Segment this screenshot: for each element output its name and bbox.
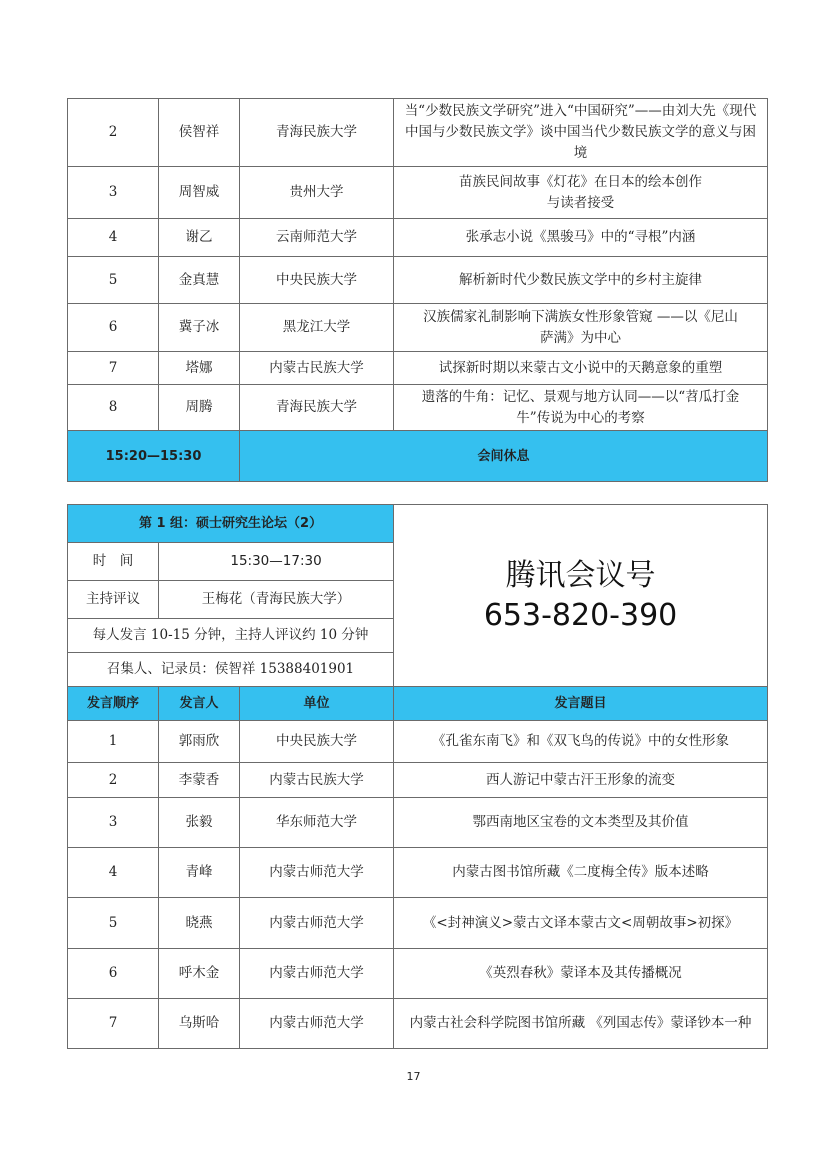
speaker-cell: 李蒙香 <box>159 763 240 798</box>
order-cell: 7 <box>68 352 159 385</box>
order-cell: 6 <box>68 304 159 352</box>
unit-cell: 中央民族大学 <box>240 257 394 304</box>
topic-cell: 西人游记中蒙古汗王形象的流变 <box>394 763 768 798</box>
break-label: 会间休息 <box>240 431 768 482</box>
order-cell: 7 <box>68 999 159 1049</box>
table-row <box>68 798 768 848</box>
topic-cell: 解析新时代少数民族文学中的乡村主旋律 <box>394 257 768 304</box>
page-number: 17 <box>406 1070 421 1083</box>
table-row <box>68 304 768 352</box>
speaker-cell: 周腾 <box>159 385 240 431</box>
unit-cell: 中央民族大学 <box>240 721 394 763</box>
unit-cell: 内蒙古民族大学 <box>240 352 394 385</box>
host-label: 主持评议 <box>68 581 159 619</box>
speaking-rule: 每人发言 10-15 分钟，主持人评议约 10 分钟 <box>68 619 394 653</box>
session-title: 第 1 组：硕士研究生论坛（2） <box>68 505 394 543</box>
topic-cell: 鄂西南地区宝卷的文本类型及其价值 <box>394 798 768 848</box>
meeting-id: 653-820-390 <box>483 597 678 633</box>
topic-cell: 内蒙古社会科学院图书馆所藏 《列国志传》蒙译钞本一种 <box>394 999 768 1049</box>
topic-cell: 苗族民间故事《灯花》在日本的绘本创作与读者接受 <box>394 167 768 219</box>
unit-cell: 青海民族大学 <box>240 385 394 431</box>
header-speaker: 发言人 <box>159 687 240 721</box>
schedule-table-session <box>67 504 768 1049</box>
order-cell: 1 <box>68 721 159 763</box>
topic-cell: 遗落的牛角：记忆、景观与地方认同——以“苕瓜打金牛”传说为中心的考察 <box>394 385 768 431</box>
speaker-cell: 青峰 <box>159 848 240 898</box>
table-row <box>68 763 768 798</box>
unit-cell: 华东师范大学 <box>240 798 394 848</box>
topic-cell: 《<封神演义>蒙古文译本蒙古文<周朝故事>初探》 <box>394 898 768 949</box>
schedule-table-top <box>67 98 768 482</box>
speaker-cell: 张毅 <box>159 798 240 848</box>
topic-cell: 张承志小说《黑骏马》中的“寻根”内涵 <box>394 219 768 257</box>
topic-cell: 《英烈春秋》蒙译本及其传播概况 <box>394 949 768 999</box>
meeting-title: 腾讯会议号 <box>505 557 656 593</box>
unit-cell: 内蒙古师范大学 <box>240 848 394 898</box>
order-cell: 8 <box>68 385 159 431</box>
header-topic: 发言题目 <box>394 687 768 721</box>
speaker-cell: 乌斯哈 <box>159 999 240 1049</box>
speaker-cell: 塔娜 <box>159 352 240 385</box>
order-cell: 3 <box>68 798 159 848</box>
speaker-cell: 金真慧 <box>159 257 240 304</box>
order-cell: 5 <box>68 257 159 304</box>
unit-cell: 青海民族大学 <box>240 99 394 167</box>
break-row <box>68 431 768 482</box>
unit-cell: 内蒙古师范大学 <box>240 999 394 1049</box>
header-order: 发言顺序 <box>68 687 159 721</box>
order-cell: 5 <box>68 898 159 949</box>
unit-cell: 黑龙江大学 <box>240 304 394 352</box>
unit-cell: 内蒙古民族大学 <box>240 763 394 798</box>
topic-cell: 试探新时期以来蒙古文小说中的天鹅意象的重塑 <box>394 352 768 385</box>
table-row <box>68 848 768 898</box>
speaker-cell: 侯智祥 <box>159 99 240 167</box>
table-header-row <box>68 687 768 721</box>
host-value: 王梅花（青海民族大学） <box>159 581 394 619</box>
order-cell: 6 <box>68 949 159 999</box>
order-cell: 3 <box>68 167 159 219</box>
header-unit: 单位 <box>240 687 394 721</box>
order-cell: 4 <box>68 848 159 898</box>
topic-cell: 当“少数民族文学研究”进入“中国研究”——由刘大先《现代中国与少数民族文学》谈中国当代少数民族文学的意义与困境 <box>394 99 768 167</box>
speaker-cell: 周智威 <box>159 167 240 219</box>
order-cell: 2 <box>68 763 159 798</box>
table-row <box>68 352 768 385</box>
unit-cell: 内蒙古师范大学 <box>240 898 394 949</box>
time-value: 15:30—17:30 <box>159 543 394 581</box>
table-row <box>68 949 768 999</box>
speaker-cell: 郭雨欣 <box>159 721 240 763</box>
table-row <box>68 257 768 304</box>
table-row <box>68 898 768 949</box>
order-cell: 4 <box>68 219 159 257</box>
table-row <box>68 385 768 431</box>
schedule-table-top-body <box>68 99 768 482</box>
topic-cell: 汉族儒家礼制影响下满族女性形象管窥 ——以《尼山萨满》为中心 <box>394 304 768 352</box>
unit-cell: 贵州大学 <box>240 167 394 219</box>
topic-cell: 《孔雀东南飞》和《双飞鸟的传说》中的女性形象 <box>394 721 768 763</box>
table-row <box>68 99 768 167</box>
speaker-cell: 呼木金 <box>159 949 240 999</box>
table-row <box>68 721 768 763</box>
session-title-row <box>68 505 768 543</box>
convener: 召集人、记录员：侯智祥 15388401901 <box>68 653 394 687</box>
topic-cell: 内蒙古图书馆所藏《二度梅全传》版本述略 <box>394 848 768 898</box>
unit-cell: 内蒙古师范大学 <box>240 949 394 999</box>
table-row <box>68 219 768 257</box>
table-row <box>68 999 768 1049</box>
speaker-cell: 谢乙 <box>159 219 240 257</box>
table-row <box>68 167 768 219</box>
unit-cell: 云南师范大学 <box>240 219 394 257</box>
order-cell: 2 <box>68 99 159 167</box>
speaker-cell: 冀子冰 <box>159 304 240 352</box>
speaker-cell: 晓燕 <box>159 898 240 949</box>
break-time: 15:20—15:30 <box>68 431 240 482</box>
time-label: 时 间 <box>68 543 159 581</box>
meeting-info <box>394 505 768 687</box>
